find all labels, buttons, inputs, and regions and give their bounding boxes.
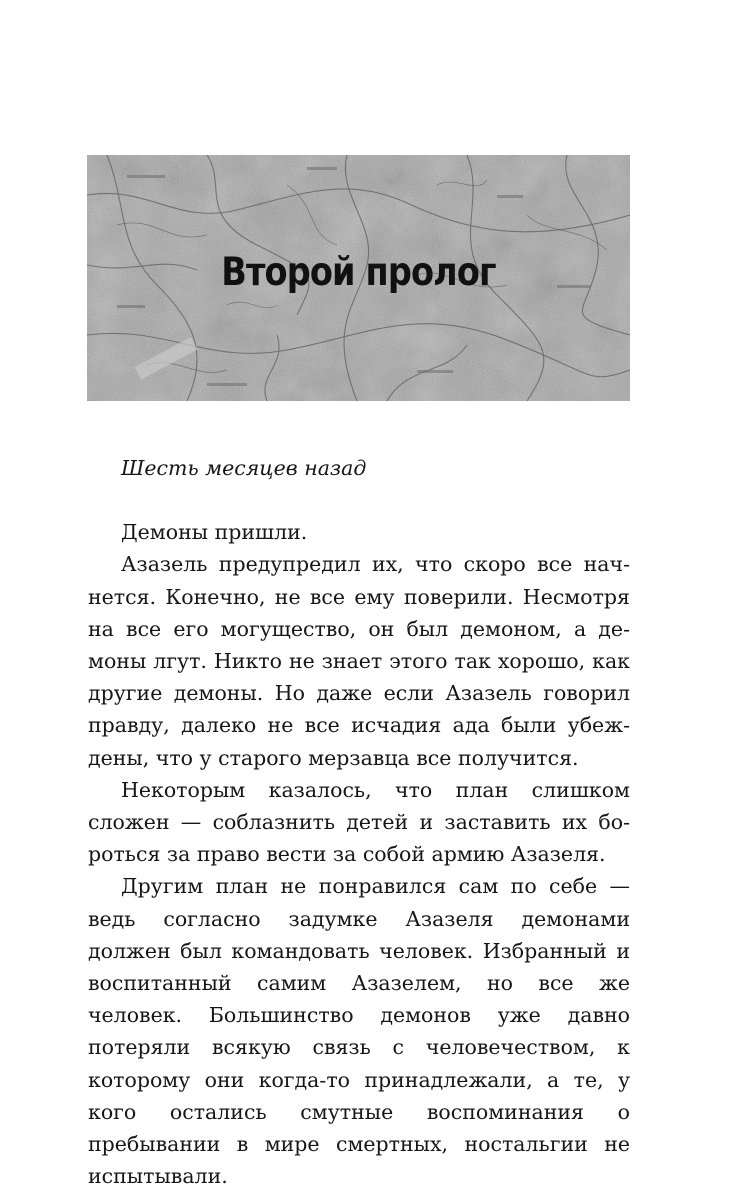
chapter-text [88,452,630,1192]
paragraph: Азазель предупредил их, что скоро все начнется. Конечно, не все ему поверили. Несмотря на все его могущество, он был демоном, а демоны лгут. Никто не знает этого так хорошо, как другие демоны. Но даже если Азазель говорил правду, далеко не все исчадия ада были убеждены, что у старого мерзавца все получится. [88,552,630,770]
chapter-banner [87,155,630,401]
paragraph: Другим план не понравился сам по себе — ведь согласно задумке Азазеля демонами должен был командовать человек. Избранный и воспитанный самим Азазелем, но все же человек. Большинство демонов уже давно потеряли всякую связь с человечеством, к которому они когда-то принадлежали, а те, у кого остались смутные воспоминания о пребывании в мире смертных, ностальгии не испытывали. [88,874,630,1189]
paragraph: Некоторым казалось, что план слишком сложен — соблазнить детей и заставить их бороться за право вести за собой армию Азазеля. [88,777,630,867]
epigraph: Шесть месяцев назад [121,456,367,480]
chapter-title: Второй пролог [221,250,496,295]
paragraph: Демоны пришли. [121,520,308,545]
